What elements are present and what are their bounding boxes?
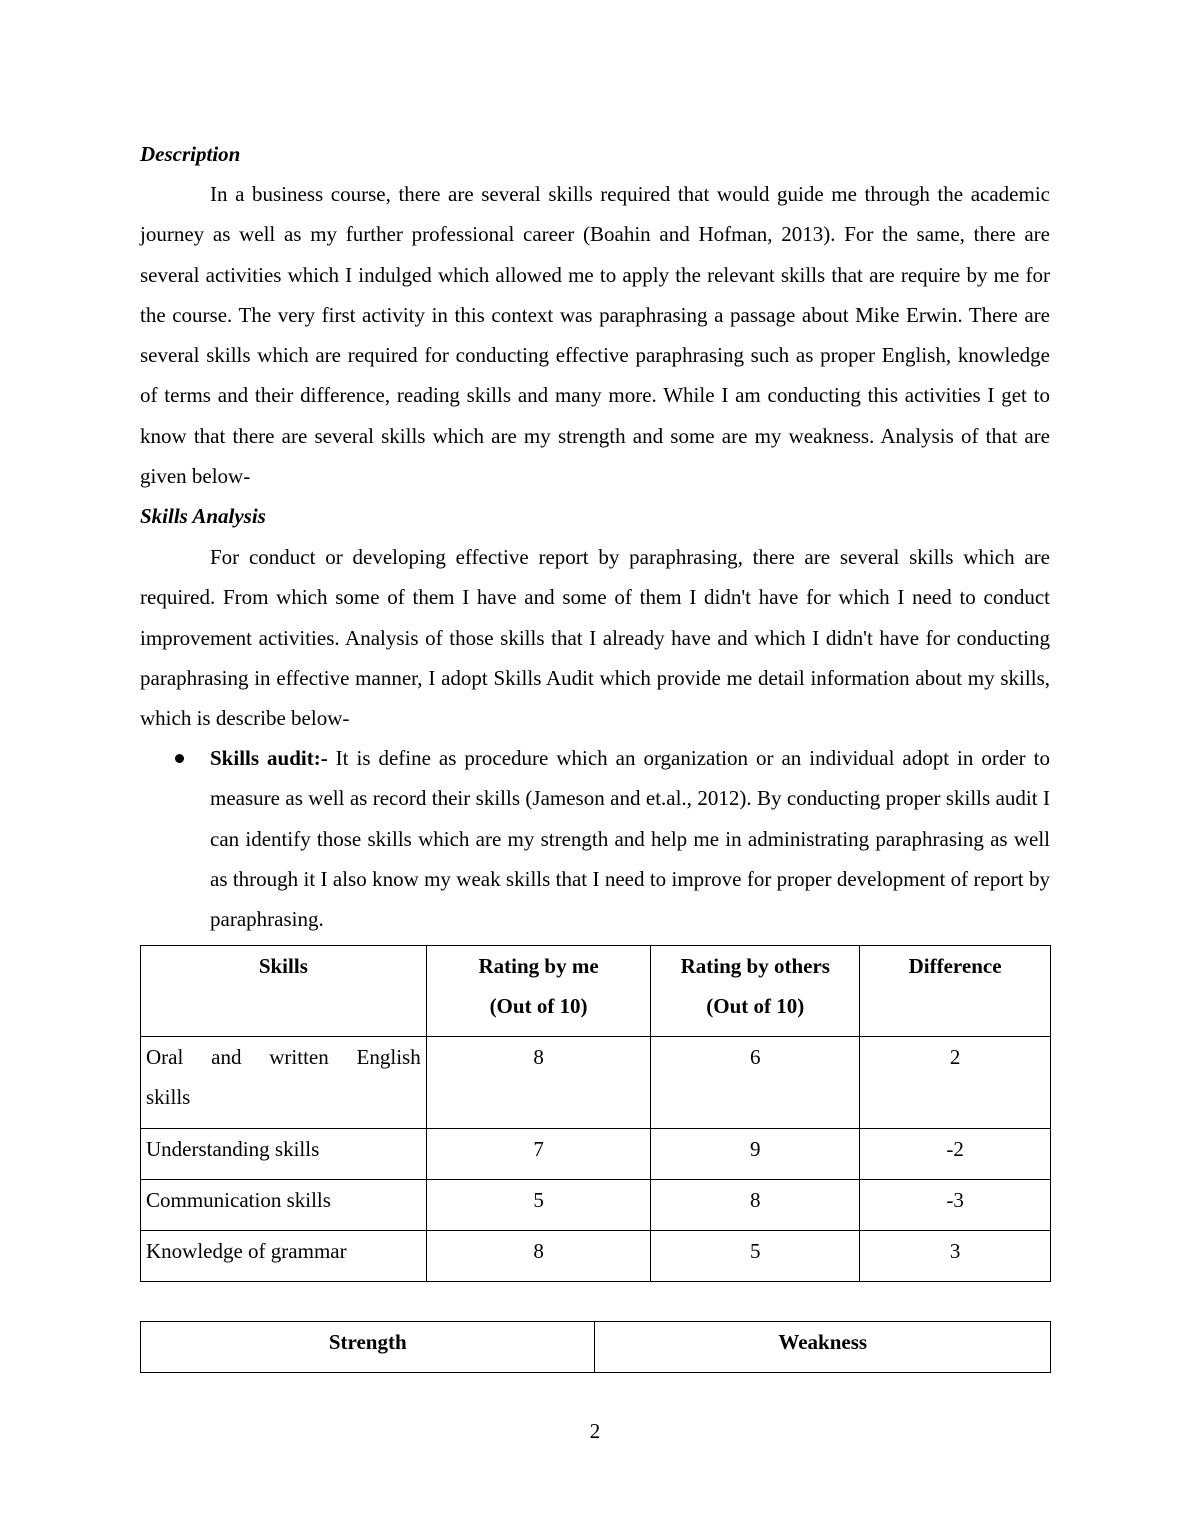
table-row — [141, 1180, 1051, 1231]
page-number: 2 — [589, 1419, 601, 1443]
skill-cell: Oral and written English skills — [141, 1037, 427, 1129]
bullet-dot-icon — [175, 754, 184, 763]
difference-cell: 3 — [860, 1231, 1051, 1282]
rating-by-me-cell: 8 — [426, 1037, 651, 1129]
rating-by-me-cell: 8 — [426, 1231, 651, 1282]
skill-cell: Knowledge of grammar — [141, 1231, 427, 1282]
header-rating-by-me: Rating by me (Out of 10) — [426, 946, 651, 1037]
skill-cell: Communication skills — [141, 1180, 427, 1231]
rating-by-me-cell: 7 — [426, 1129, 651, 1180]
table-header-row — [141, 1322, 1051, 1373]
description-paragraph: In a business course, there are several skills required that would guide me through the academic journey as well as my further professional career (Boahin and Hofman, 2013). For the same, there are several activities which I indulged which allowed me to apply the relevant skills that are require by me for the course. The very first activity in this context was paraphrasing a passage about Mike Erwin. There are several skills which are required for conducting effective paraphrasing such as proper English, knowledge of terms and their difference, reading skills and many more. While I am conducting this activities I get to know that there are several skills which are my strength and some are my weakness. Analysis of that are given below- — [140, 182, 1050, 489]
table-row — [141, 1129, 1051, 1180]
skills-audit-term: Skills audit:- — [210, 746, 328, 770]
header-strength: Strength — [141, 1322, 595, 1373]
rating-by-others-cell: 6 — [651, 1037, 860, 1129]
table-row — [141, 1231, 1051, 1282]
rating-by-others-cell: 5 — [651, 1231, 860, 1282]
skills-audit-text — [210, 738, 1050, 939]
rating-by-me-cell: 5 — [426, 1180, 651, 1231]
skills-rating-table — [140, 945, 1051, 1282]
rating-by-others-cell: 8 — [651, 1180, 860, 1231]
table-row — [141, 1037, 1051, 1129]
difference-cell: -2 — [860, 1129, 1051, 1180]
header-rating-by-others: Rating by others (Out of 10) — [651, 946, 860, 1037]
skills-audit-definition: It is define as procedure which an organization or an individual adopt in order to measure as well as record their skills (Jameson and et.al., 2012). By conducting proper skills audit I can identify those skills which are my strength and help me in administrating paraphrasing as well as through it I also know my weak skills that I need to improve for proper development of report by paraphrasing. — [210, 746, 1050, 932]
header-difference: Difference — [860, 946, 1051, 1037]
header-weakness: Weakness — [595, 1322, 1051, 1373]
difference-cell: 2 — [860, 1037, 1051, 1129]
rating-by-others-cell: 9 — [651, 1129, 860, 1180]
skills-analysis-heading: Skills Analysis — [140, 504, 266, 528]
header-skills: Skills — [141, 946, 427, 1037]
strength-weakness-table — [140, 1321, 1051, 1373]
difference-cell: -3 — [860, 1180, 1051, 1231]
description-heading: Description — [140, 142, 241, 166]
skill-cell: Understanding skills — [141, 1129, 427, 1180]
skills-analysis-paragraph: For conduct or developing effective report by paraphrasing, there are several skills which are required. From which some of them I have and some of them I didn't have for which I need to conduct improvement activities. Analysis of those skills that I already have and which I didn't have for conducting paraphrasing in effective manner, I adopt Skills Audit which provide me detail information about my skills, which is describe below- — [140, 545, 1050, 731]
table-header-row — [141, 946, 1051, 1037]
